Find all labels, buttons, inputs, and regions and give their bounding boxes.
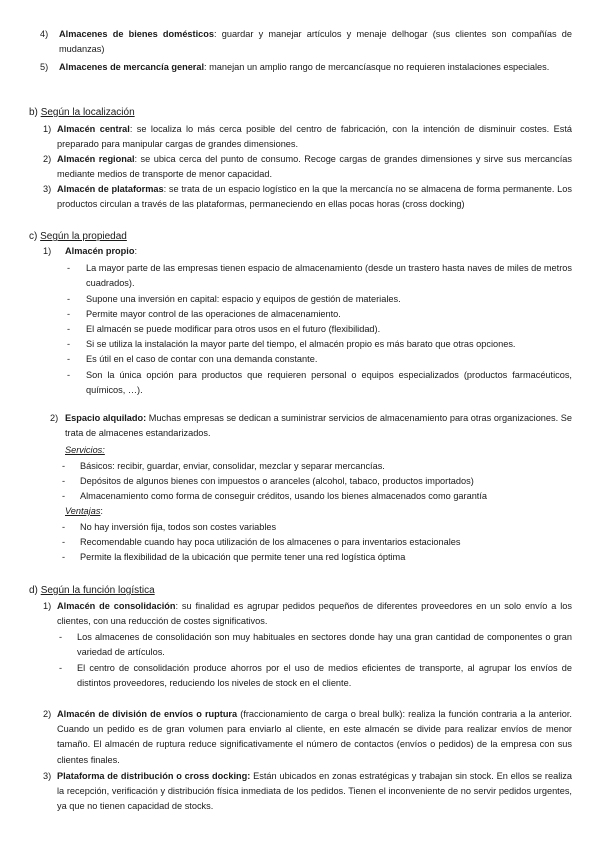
bullet-item: El almacén se puede modificar para otros usos en el futuro (flexibilidad). [86,324,381,334]
list-item [65,411,572,441]
dash-bullet: - [67,354,71,364]
item-title: Almacén de división de envíos o ruptura [57,709,238,719]
bullet-item: Si se utiliza la instalación la mayor parte del tiempo, el almacén propio es más barato que otras opciones. [86,339,516,349]
item-number: 2) [43,709,52,719]
dash-bullet: - [67,294,71,304]
dash-bullet: - [62,461,66,471]
bullet-item: Es útil en el caso de contar con una demanda constante. [86,354,318,364]
item-text: Muchas empresas se dedican a suministrar servicios de almacenamiento para otras organizaciones. Se trata de almacenes estandarizados. [65,413,572,439]
dash-bullet: - [67,370,71,380]
item-text: (fraccionamiento de carga o breal bulk): realiza la función contraria a la anterior. Cuando un pedido es de gran volumen para enviarlo al cliente, en este almacén se divide para realizar envíos de menor tamaño. El almacén de ruptura reduce significativamente el número de contactos (envíos o pedidos) de la empresa con sus clientes finales. [57,709,572,765]
bullet-item: Los almacenes de consolidación son muy habituales en sectores donde hay una gran cantidad de componentes o gran variedad de artículos. [77,632,572,658]
bullet-item: Permite mayor control de las operaciones de almacenamiento. [86,309,341,319]
bullet-item: Básicos: recibir, guardar, enviar, consolidar, mezclar y separar mercancías. [80,461,385,471]
item-text: : manejan un amplio rango de mercancíasque no requieren instalaciones especiales. [204,62,550,72]
dash-bullet: - [67,263,71,273]
item-number: 1) [43,124,52,134]
item-title: Plataforma de distribución o cross docking: [57,771,251,781]
item-title: Almacén propio [65,246,135,256]
item-text: : se localiza lo más cerca posible del centro de fabricación, con la intención de disminuir costes. Está preparado para manipular cargas de grandes dimensiones. [57,124,572,150]
bullet-item: Depósitos de algunos bienes con impuestos o aranceles (alcohol, tabaco, productos importados) [80,476,474,486]
dash-bullet: - [67,339,71,349]
list-item [59,27,572,57]
item-number: 1) [43,246,52,256]
item-text: : se trata de un espacio logístico en la que la mercancía no se almacena de forma permanente. Los productos circulan a través de las plataformas, permaneciendo en ellas pocas horas (cross docking) [57,184,572,210]
item-text: : se ubica cerca del punto de consumo. Recoge cargas de grandes dimensiones y sirve sus mercancías mediante medios de transporte de menor capacidad. [57,154,572,180]
item-number: 3) [43,184,52,194]
list-item [57,122,572,152]
dash-bullet: - [62,476,66,486]
item-number: 2) [43,154,52,164]
item-text: Están ubicados en zonas estratégicas y trabajan sin stock. En ellos se realiza la recepción, verificación y distribución física inmediata de los pedidos. Tienen el inconveniente de no servir pedidos urgentes, ya que no tienen capacidad de stocks. [57,771,572,812]
item-number: 5) [40,62,49,72]
list-item [57,769,572,815]
dash-bullet: - [59,663,63,673]
section-heading-c [29,229,127,244]
list-item [57,599,572,629]
section-title: Según la localización [40,107,135,118]
bullet-item: Supone una inversión en capital: espacio y equipos de gestión de materiales. [86,294,401,304]
dash-bullet: - [62,537,66,547]
bullet-item: El centro de consolidación produce ahorros por el uso de medios eficientes de transporte, al agrupar los envíos de distintos proveedores, reduciendo los niveles de stock en el cliente. [77,663,572,689]
advantages-label: Ventajas: [65,506,103,516]
item-number: 2) [50,413,59,423]
dash-bullet: - [62,522,66,532]
dash-bullet: - [67,324,71,334]
item-title: Almacén de consolidación [57,601,176,611]
bullet-item: No hay inversión fija, todos son costes variables [80,522,277,532]
item-number: 4) [40,29,49,39]
section-heading-b [29,105,135,120]
bullet-item: Almacenamiento como forma de conseguir créditos, usando los bienes almacenados como garantía [80,491,488,501]
item-number: 1) [43,601,52,611]
item-title: Almacenes de bienes domésticos [59,29,214,39]
list-item [57,182,572,212]
item-text: : su finalidad es agrupar pedidos pequeños de diferentes proveedores en un solo envío a los clientes, con una reducción de costes significativos. [57,601,572,627]
dash-bullet: - [67,309,71,319]
list-item [57,152,572,182]
item-title: Almacenes de mercancía general [59,62,205,72]
bullet-item: Son la única opción para productos que requieren personal o equipos especializados (productos farmacéuticos, químicos, …). [86,370,572,396]
section-letter: b) [29,107,38,118]
item-text: : guardar y manejar artículos y menaje delhogar (sus clientes son compañías de mudanzas) [59,29,572,55]
bullet-item: Permite la flexibilidad de la ubicación que permite tener una red logística óptima [80,552,406,562]
section-letter: d) [29,585,38,596]
list-item [57,707,572,768]
section-heading-d [29,583,155,598]
dash-bullet: - [62,491,66,501]
item-title: Espacio alquilado: [65,413,147,423]
bullet-item: La mayor parte de las empresas tienen espacio de almacenamiento (desde un trastero hasta naves de miles de metros cuadrados). [86,263,572,289]
section-title: Según la función logística [40,585,155,596]
dash-bullet: - [59,632,63,642]
dash-bullet: - [62,552,66,562]
section-letter: c) [29,231,38,242]
list-item-heading: Almacén propio: [65,246,137,256]
list-item [59,60,572,75]
item-title: Almacén de plataformas [57,184,164,194]
item-number: 3) [43,771,52,781]
item-title: Almacén central [57,124,130,134]
item-title: Almacén regional [57,154,135,164]
section-title: Según la propiedad [40,231,127,242]
bullet-item: Recomendable cuando hay poca utilización de los almacenes o para inventarios estacionales [80,537,461,547]
services-label: Servicios: [65,445,105,455]
